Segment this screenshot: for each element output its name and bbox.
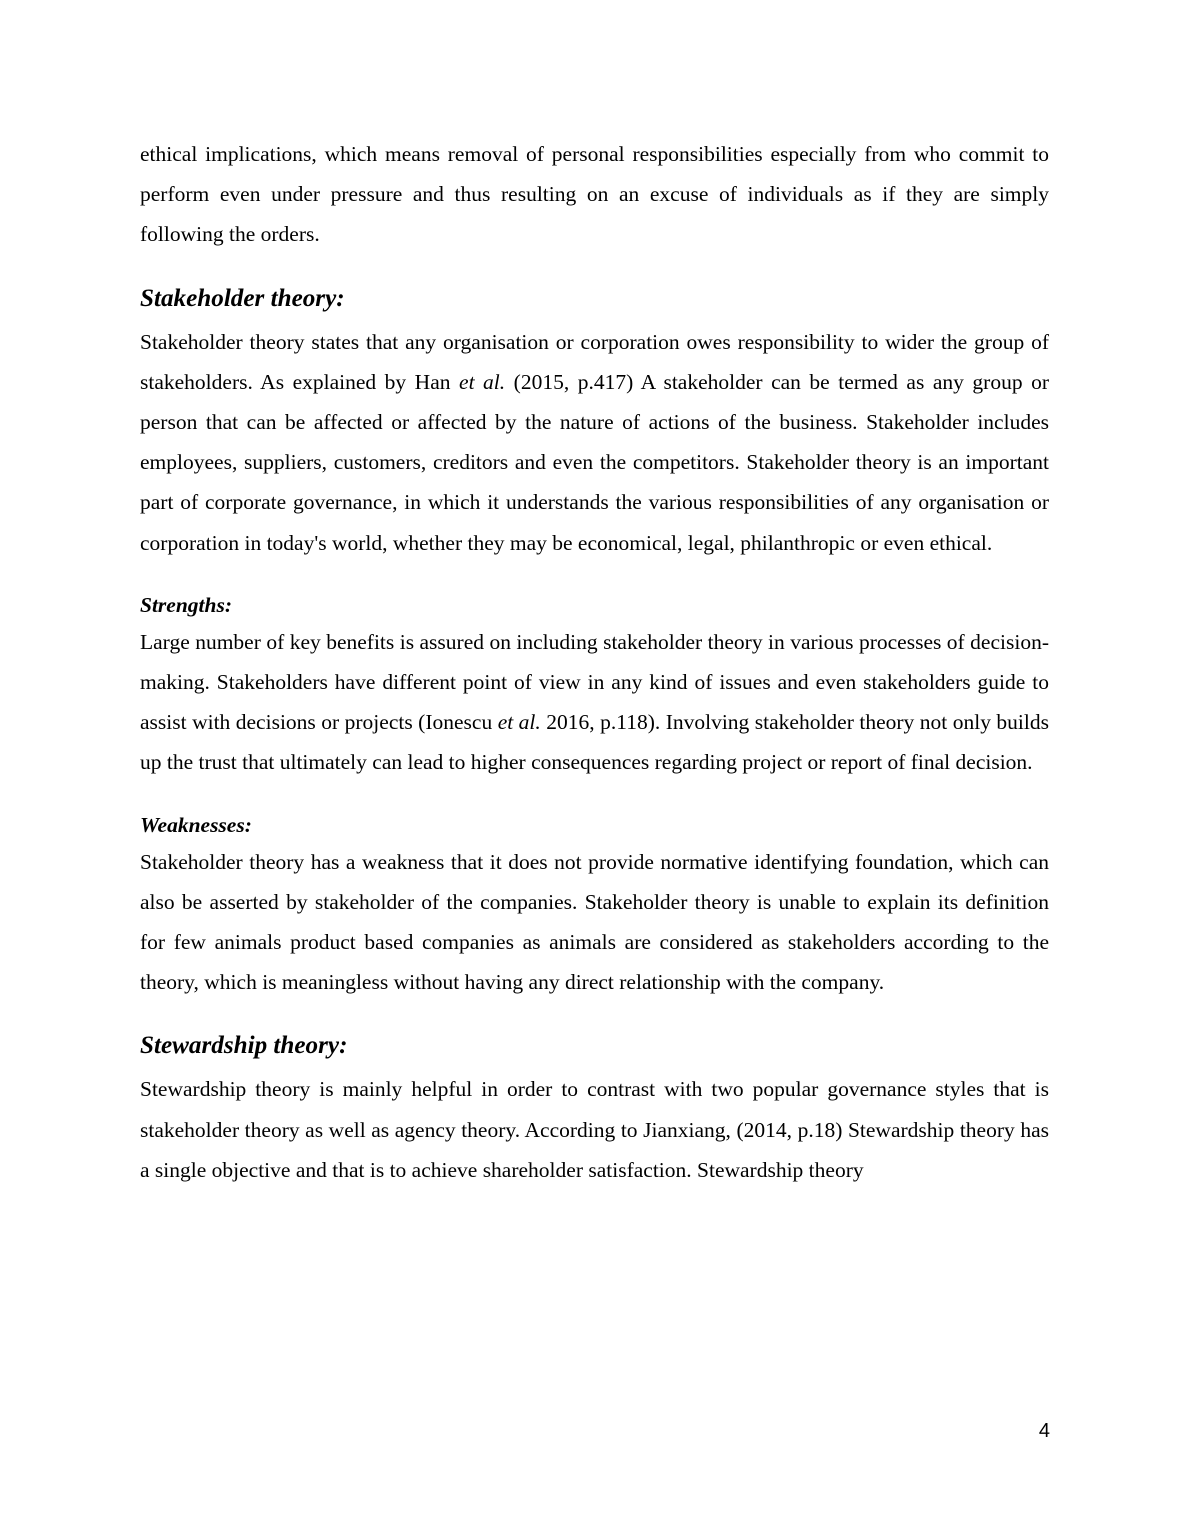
weaknesses-paragraph: Stakeholder theory has a weakness that it does not provide normative identifying foundation, which can also be asserted by stakeholder of the companies. Stakeholder theory is unable to explain its definition for few animals product based companies as animals are considered as stakeholders according to the theory, which is meaningless without having any direct relationship with the company.: [140, 849, 1049, 995]
stakeholder-text-a: Stakeholder theory states that any organisation or corporation owes responsibility to wider the group of stakeholders. As explained by Han: [140, 329, 1049, 394]
weaknesses-heading: Weaknesses:: [140, 812, 252, 837]
page-number: 4: [1038, 1420, 1050, 1442]
strengths-text-b: 2016, p.118). Involving stakeholder theory not only builds up the trust that ultimately can lead to higher consequences regarding project or report of final decision.: [140, 710, 1049, 775]
strengths-text-a: Large number of key benefits is assured on including stakeholder theory in various processes of decision-making. Stakeholders have different point of view in any kind of issues and even stakeholders guide to assist with decisions or projects (Ionescu: [140, 629, 1049, 735]
stewardship-theory-paragraph: Stewardship theory is mainly helpful in order to contrast with two popular governance styles that is stakeholder theory as well as agency theory. According to Jianxiang, (2014, p.18) Stewardship theory has a single objective and that is to achieve shareholder satisfaction. Stewardship theory: [140, 1077, 1049, 1182]
stewardship-theory-heading: Stewardship theory:: [140, 1032, 348, 1060]
continuation-paragraph: ethical implications, which means removal of personal responsibilities especially from who commit to perform even under pressure and thus resulting on an excuse of individuals as if they are simply following the orders.: [140, 142, 1049, 247]
et-al-citation: et al.: [497, 710, 541, 735]
page-content: [140, 134, 1049, 1190]
strengths-paragraph: [140, 622, 1049, 783]
strengths-heading: Strengths:: [140, 592, 233, 617]
et-al-citation: et al.: [459, 369, 506, 394]
stakeholder-text-b: (2015, p.417) A stakeholder can be termed as any group or person that can be affected or affected by the nature of actions of the business. Stakeholder includes employees, suppliers, customers, creditors and even the competitors. Stakeholder theory is an important part of corporate governance, in which it understands the various responsibilities of any organisation or corporation in today's world, whether they may be economical, legal, philanthropic or even ethical.: [140, 369, 1050, 555]
stakeholder-theory-heading: Stakeholder theory:: [140, 284, 345, 312]
stakeholder-theory-paragraph: [140, 322, 1049, 563]
